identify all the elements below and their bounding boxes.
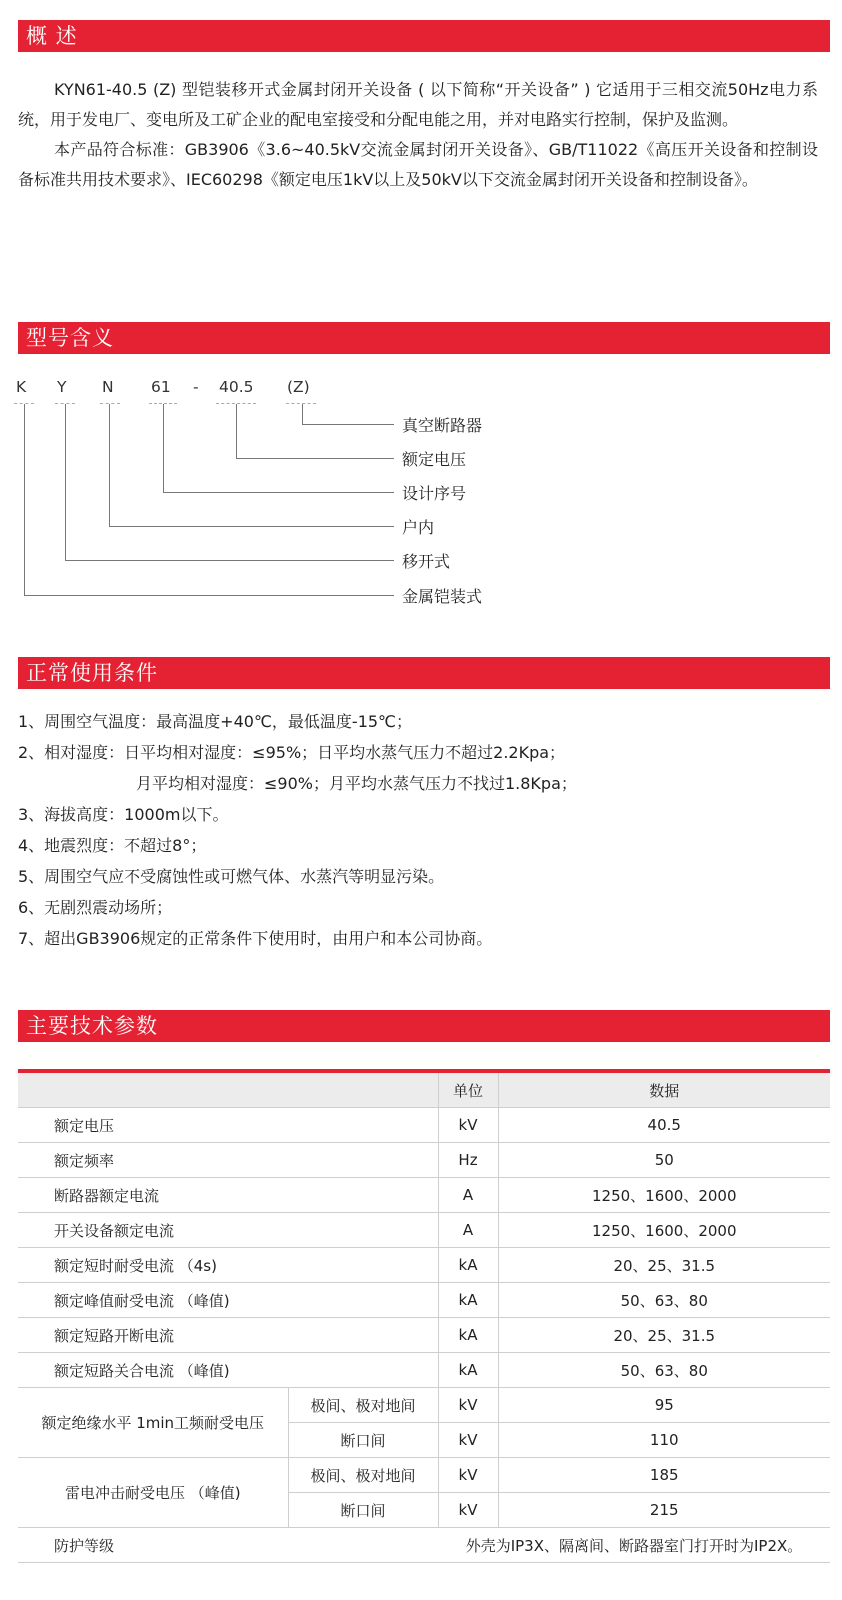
- section-title: 正常使用条件: [26, 661, 158, 685]
- table-row: 额定峰值耐受电流 （峰值) kA 50、63、80: [18, 1283, 830, 1318]
- section-header-overview: [18, 20, 830, 52]
- meaning-withdrawable: 移开式: [402, 552, 451, 571]
- table-row: 额定短路开断电流 kA 20、25、31.5: [18, 1318, 830, 1353]
- section-header-conditions: [18, 657, 830, 689]
- table-row: 断路器额定电流 A 1250、1600、2000: [18, 1178, 830, 1213]
- meaning-vacuum-breaker: 真空断路器: [402, 416, 483, 435]
- overview-text: [18, 75, 818, 195]
- section-title: 主要技术参数: [26, 1014, 158, 1038]
- overview-paragraph-2: 本产品符合标准：GB3906《3.6~40.5kV交流金属封闭开关设备》、GB/T11022《高压开关设备和控制设备标准共用技术要求》、IEC60298《额定电压1kV以上及50kV以下交流金属封闭开关设备和控制设备》。: [18, 140, 818, 189]
- section-title: 概 述: [26, 24, 78, 48]
- list-item: 6、无剧烈震动场所；: [18, 898, 173, 917]
- table-row: 防护等级 外壳为IP3X、隔离间、断路器室门打开时为IP2X。: [18, 1528, 830, 1563]
- model-part-voltage: 40.5: [219, 378, 254, 396]
- meaning-metal-armored: 金属铠装式: [402, 587, 483, 606]
- insulation-label: 额定绝缘水平 1min工频耐受电压: [41, 1414, 265, 1432]
- table-row: 断口间 kV 110: [18, 1423, 830, 1458]
- params-table: [18, 1069, 830, 1563]
- list-item: 4、地震烈度：不超过8°；: [18, 836, 207, 855]
- table-header-row: [18, 1071, 830, 1108]
- list-item: 7、超出GB3906规定的正常条件下使用时，由用户和本公司协商。: [18, 929, 493, 948]
- meaning-indoor: 户内: [402, 518, 435, 537]
- table-row: 雷电冲击耐受电压 （峰值) 极间、极对地间 kV 185: [18, 1458, 830, 1493]
- table-row: 额定短时耐受电流 （4s) kA 20、25、31.5: [18, 1248, 830, 1283]
- model-part-breaker: (Z): [287, 378, 310, 396]
- model-part-design-no: 61: [151, 378, 171, 396]
- overview-paragraph-1: KYN61-40.5 (Z) 型铠装移开式金属封闭开关设备 ( 以下简称“开关设备” ) 它适用于三相交流50Hz电力系统，用于发电厂、变电所及工矿企业的配电室接受和分配电能之用，并对电路实行控制，保护及监测。: [18, 80, 818, 129]
- header-data: 数据: [498, 1071, 830, 1108]
- table-row: 开关设备额定电流 A 1250、1600、2000: [18, 1213, 830, 1248]
- meaning-rated-voltage: 额定电压: [402, 450, 467, 469]
- model-part-dash: -: [193, 378, 199, 396]
- model-part-k: K: [16, 378, 27, 396]
- section-header-params: [18, 1010, 830, 1042]
- table-row: 额定绝缘水平 1min工频耐受电压 极间、极对地间 kV 95: [18, 1388, 830, 1423]
- table-row: 断口间 kV 215: [18, 1493, 830, 1528]
- section-header-model: [18, 322, 830, 354]
- table-row: 额定频率 Hz 50: [18, 1143, 830, 1178]
- list-item: 月平均相对湿度：≤90%；月平均水蒸气压力不找过1.8Kpa；: [136, 774, 577, 793]
- section-title: 型号含义: [26, 326, 114, 350]
- list-item: 3、海拔高度：1000m以下。: [18, 805, 229, 824]
- table-row: 额定电压 kV 40.5: [18, 1108, 830, 1143]
- table-row: 额定短路关合电流 （峰值) kA 50、63、80: [18, 1353, 830, 1388]
- list-item: 2、相对湿度：日平均相对湿度：≤95%；日平均水蒸气压力不超过2.2Kpa；: [18, 743, 566, 762]
- list-item: 1、周围空气温度：最高温度+40℃，最低温度-15℃；: [18, 712, 413, 731]
- model-part-y: Y: [57, 378, 67, 396]
- impulse-label: 雷电冲击耐受电压 （峰值): [64, 1484, 241, 1502]
- list-item: 5、周围空气应不受腐蚀性或可燃气体、水蒸汽等明显污染。: [18, 867, 445, 886]
- header-unit: 单位: [438, 1071, 498, 1108]
- meaning-design-number: 设计序号: [402, 484, 467, 503]
- model-part-n: N: [102, 378, 114, 396]
